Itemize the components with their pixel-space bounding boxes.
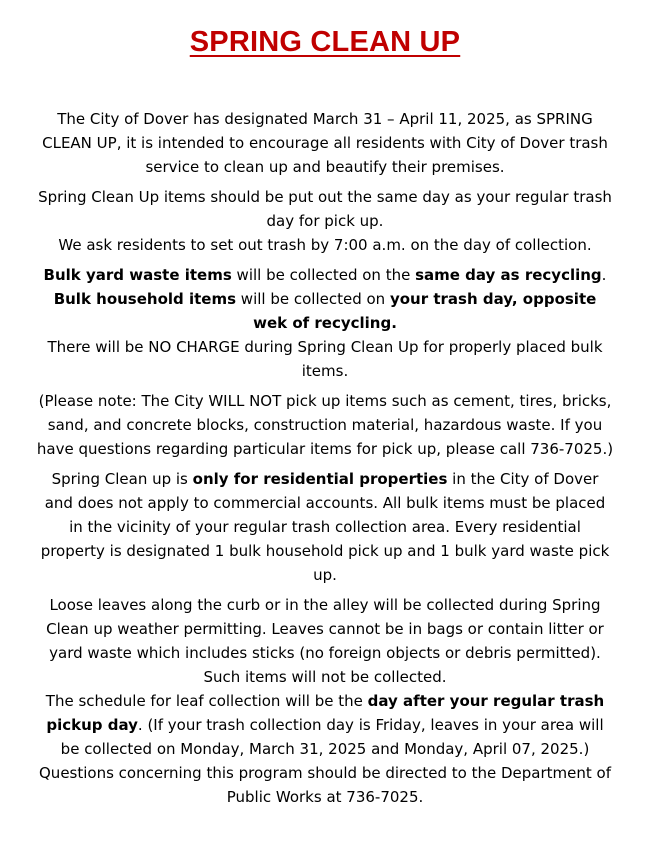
- leaf-schedule-paragraph: [36, 689, 614, 761]
- residential-paragraph: [36, 467, 614, 587]
- page-title: SPRING CLEAN UP: [189, 26, 461, 58]
- bulk-yard-text: will be collected on the: [231, 266, 416, 284]
- leaf-schedule-text-1: The schedule for leaf collection will be the: [45, 692, 368, 710]
- pickup-timing-paragraph: Spring Clean Up items should be put out the same day as your regular trash day for pick up.: [38, 188, 612, 230]
- bulk-yard-period: .: [601, 266, 607, 284]
- bulk-yard-label: Bulk yard waste items: [43, 266, 232, 284]
- loose-leaves-paragraph: Loose leaves along the curb or in the alley will be collected during Spring Clean up weather permitting. Leaves cannot be in bags or contain litter or yard waste which includes sticks (no foreign objects or debris permitted). Such items will not be collected.: [46, 596, 604, 686]
- leaf-schedule-bold: day after your regular trash pickup day: [46, 692, 605, 734]
- bulk-items-paragraph: [36, 263, 614, 335]
- questions-paragraph: Questions concerning this program should be directed to the Department of Public Works at 736-7025.: [39, 764, 611, 806]
- no-charge-paragraph: There will be NO CHARGE during Spring Clean Up for properly placed bulk items.: [47, 338, 603, 380]
- please-note-paragraph: (Please note: The City WILL NOT pick up items such as cement, tires, bricks, sand, and concrete blocks, construction material, hazardous waste. If you have questions regarding particular items for pick up, please call 736-7025.): [36, 392, 614, 458]
- bulk-household-text: will be collected on: [236, 290, 390, 308]
- intro-paragraph: The City of Dover has designated March 31 – April 11, 2025, as SPRING CLEAN UP, it is intended to encourage all residents with City of Dover trash service to clean up and beautify their premises.: [42, 110, 608, 176]
- residential-text-1: Spring Clean up is: [51, 470, 193, 488]
- same-day-recycling: same day as recycling: [415, 266, 602, 284]
- leaf-schedule-text-2: . (If your trash collection day is Friday, leaves in your area will be collected on Monday, March 31, 2025 and Monday, April 07, 2025.): [60, 716, 604, 758]
- setout-time-paragraph: We ask residents to set out trash by 7:00 a.m. on the day of collection.: [58, 236, 592, 254]
- bulk-household-label: Bulk household items: [53, 290, 237, 308]
- residential-text-2: in the City of Dover and does not apply to commercial accounts. All bulk items must be placed in the vicinity of your regular trash collection area. Every residential property is designated 1 bulk household pick up and 1 bulk yard waste pick up.: [40, 470, 610, 584]
- trash-day-opposite: your trash day, opposite wek of recycling.: [253, 290, 597, 332]
- flyer-body: [36, 107, 614, 809]
- residential-bold: only for residential properties: [192, 470, 448, 488]
